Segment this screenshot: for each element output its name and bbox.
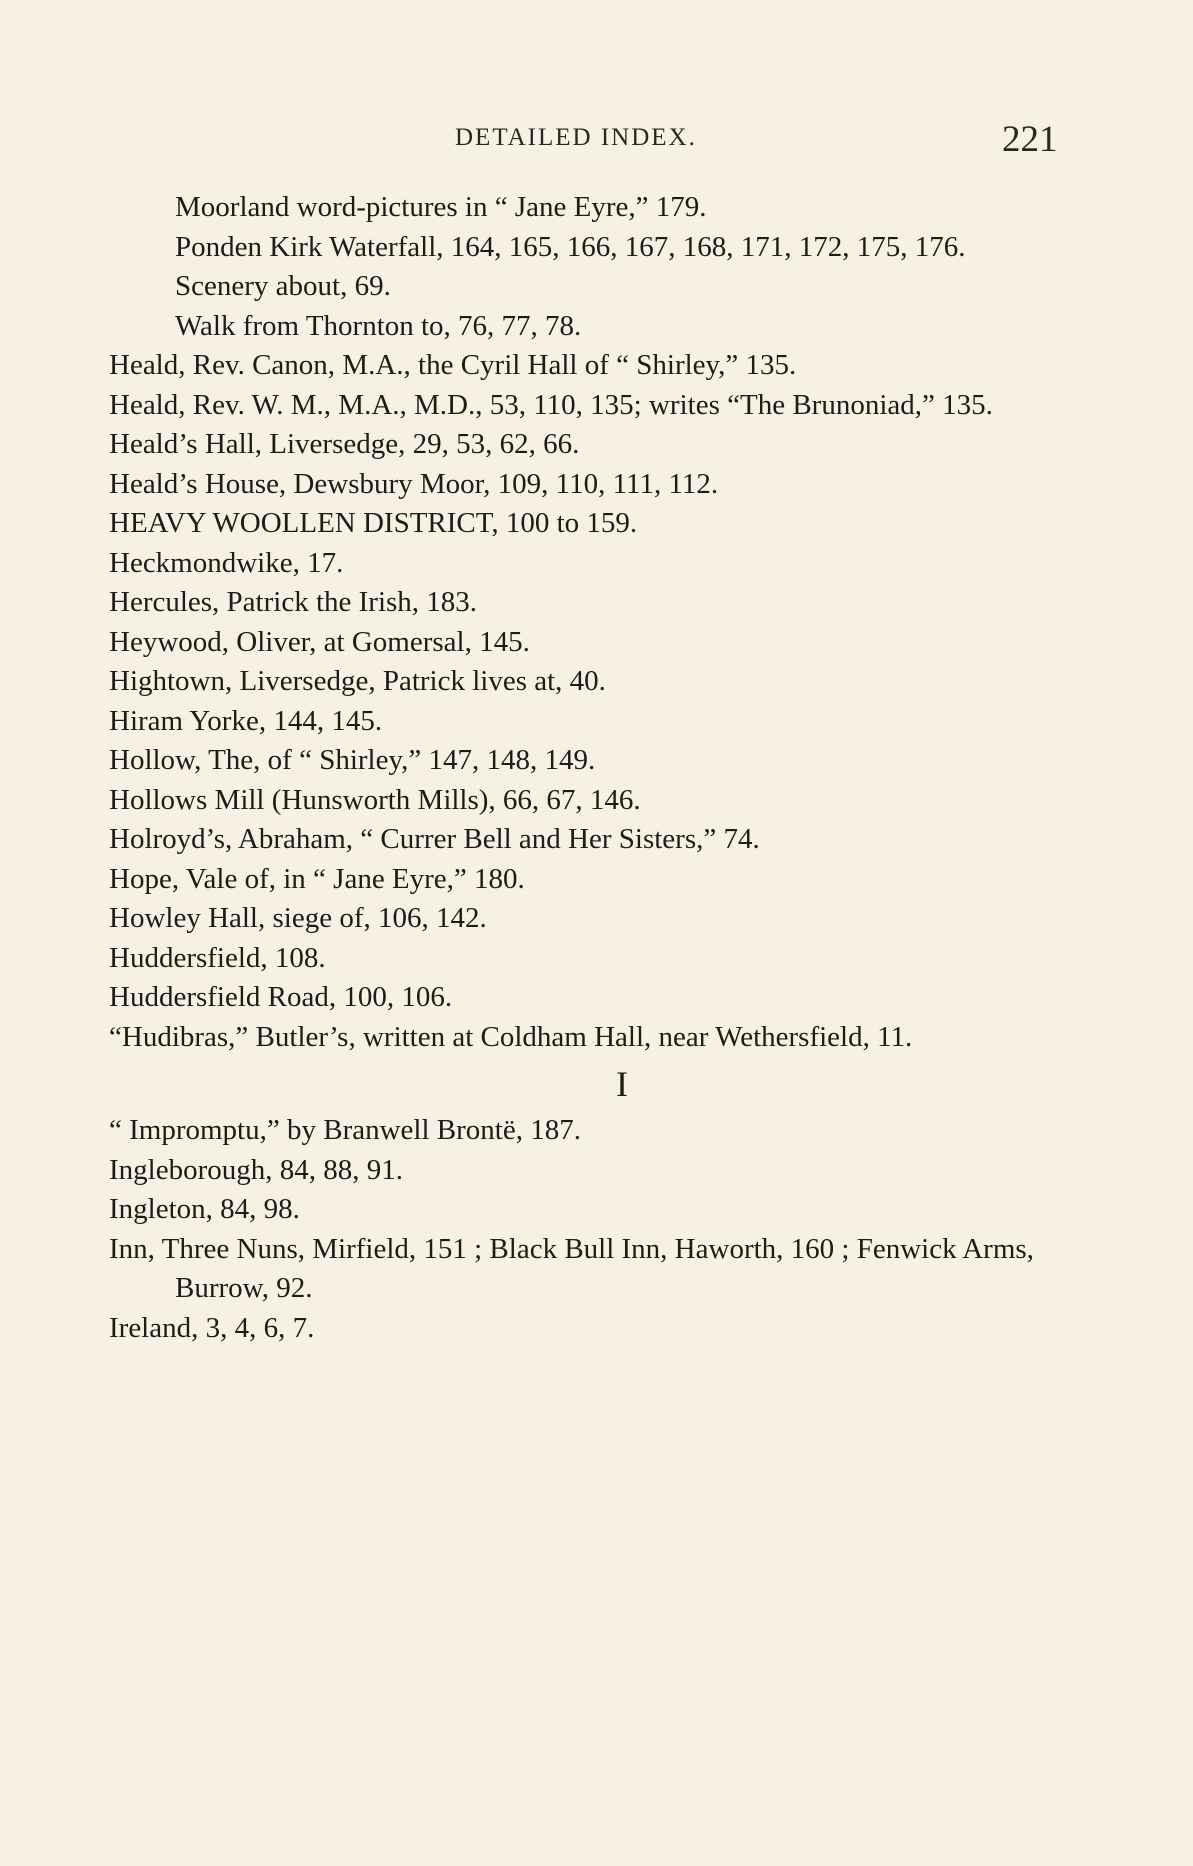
index-entry: Huddersfield Road, 100, 106. <box>109 981 453 1013</box>
index-entry: Ingleton, 84, 98. <box>109 1193 300 1225</box>
index-entry: Heald, Rev. W. M., M.A., M.D., 53, 110, 135; writes “The Brunoniad,” 135. <box>109 388 993 421</box>
index-entry: Heald, Rev. Canon, M.A., the Cyril Hall of “ Shirley,” 135. <box>109 349 797 381</box>
index-subentry: Scenery about, 69. <box>175 270 391 302</box>
index-entry: Holroyd’s, Abraham, “ Currer Bell and Her Sisters,” 74. <box>109 823 760 855</box>
index-subentry: Walk from Thornton to, 76, 77, 78. <box>175 309 582 342</box>
index-entry: Hollows Mill (Hunsworth Mills), 66, 67, 146. <box>109 783 641 816</box>
index-entry: Ireland, 3, 4, 6, 7. <box>109 1311 315 1344</box>
index-entry: HEAVY WOOLLEN DISTRICT, 100 to 159. <box>109 507 638 539</box>
index-entry: Heckmondwike, 17. <box>109 546 344 579</box>
index-entry: Hiram Yorke, 144, 145. <box>109 704 383 737</box>
page-number: 221 <box>1002 119 1058 160</box>
index-entry: Inn, Three Nuns, Mirfield, 151 ; Black Bull Inn, Haworth, 160 ; Fenwick Arms, Burrow, 92. <box>109 1232 1034 1304</box>
index-subentry: Ponden Kirk Waterfall, 164, 165, 166, 167, 168, 171, 172, 175, 176. <box>175 230 966 263</box>
index-entry: Heywood, Oliver, at Gomersal, 145. <box>109 625 530 658</box>
section-letter-heading: I <box>616 1064 628 1104</box>
index-entry: Heald’s House, Dewsbury Moor, 109, 110, 111, 112. <box>109 467 719 500</box>
index-entry: Huddersfield, 108. <box>109 941 326 974</box>
index-subentry: Moorland word-pictures in “ Jane Eyre,” 179. <box>175 191 707 223</box>
index-body <box>109 188 1069 1348</box>
index-entry: Hightown, Liversedge, Patrick lives at, 40. <box>109 665 606 697</box>
index-entry: Hope, Vale of, in “ Jane Eyre,” 180. <box>109 862 525 895</box>
running-head: DETAILED INDEX. <box>455 124 697 151</box>
index-entry: Hollow, The, of “ Shirley,” 147, 148, 149. <box>109 744 596 776</box>
index-entry: Heald’s Hall, Liversedge, 29, 53, 62, 66. <box>109 428 580 460</box>
index-entry: “Hudibras,” Butler’s, written at Coldham Hall, near Wethersfield, 11. <box>109 1020 913 1053</box>
index-entry: Howley Hall, siege of, 106, 142. <box>109 902 487 934</box>
index-entry: “ Impromptu,” by Branwell Brontë, 187. <box>109 1114 581 1146</box>
index-entry: Hercules, Patrick the Irish, 183. <box>109 586 478 618</box>
index-entry: Ingleborough, 84, 88, 91. <box>109 1153 403 1186</box>
